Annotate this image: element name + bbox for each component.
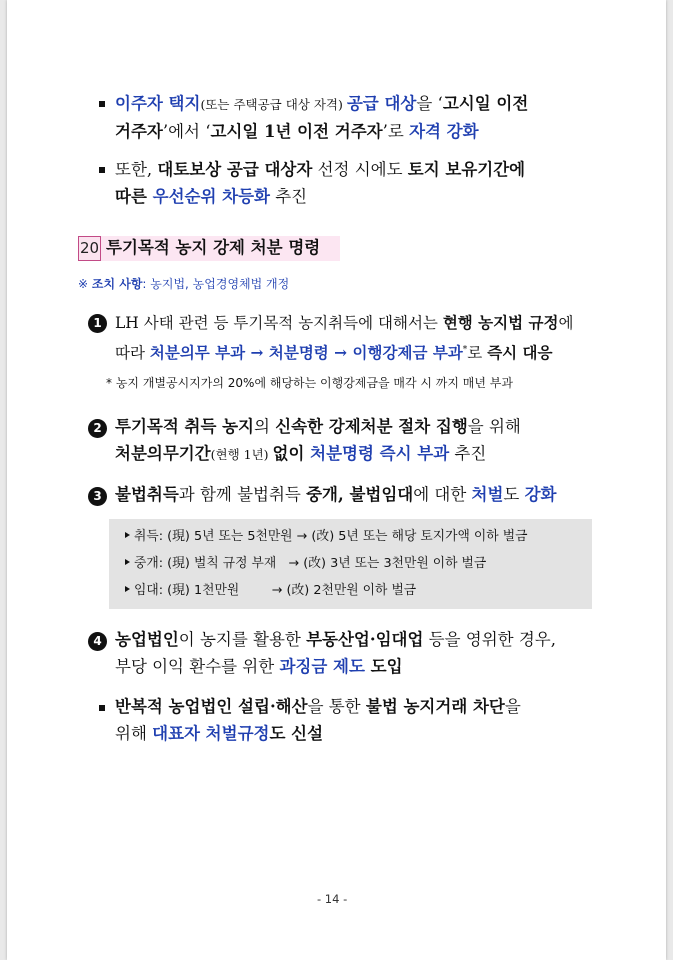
- square-bullet-icon: [99, 167, 105, 173]
- text-span: 따른: [115, 187, 153, 206]
- footnote-marker: *: [462, 345, 468, 355]
- text-span: 추진: [269, 187, 308, 206]
- text-span: 불법취득: [115, 485, 179, 504]
- item4-line2: [115, 656, 403, 678]
- numbered-circle-icon: 1: [88, 314, 107, 333]
- text-span: 추진: [449, 444, 487, 463]
- text-span: 없이: [272, 444, 311, 463]
- bullet3-line2: [115, 723, 323, 745]
- text-span: 과징금 제도: [279, 657, 365, 676]
- text-span: 우선순위 차등화: [152, 187, 270, 206]
- text-span: 현행 농지법 규정: [442, 313, 559, 332]
- text-span: 에: [558, 314, 574, 332]
- text-span: 즉시 대응: [487, 343, 553, 363]
- triangle-bullet-icon: [125, 532, 130, 538]
- triangle-bullet-icon: [125, 586, 130, 592]
- item3-line1: [115, 484, 556, 506]
- text-span: 대토보상 공급 대상자: [157, 160, 313, 179]
- item1-footnote: * 농지 개별공시지가의 20%에 해당하는 이행강제금을 매각 시 까지 매년 부과: [106, 376, 513, 390]
- section-number: 20: [78, 236, 101, 261]
- text-span: 자격 강화: [409, 122, 479, 141]
- bullet2-line1: [115, 159, 525, 181]
- comparison-row: [125, 555, 486, 573]
- text-span: 신속한 강제처분 절차 집행: [275, 417, 468, 436]
- row-text: 중개: (現) 벌칙 규정 부재 → (改) 3년 또는 3천만원 이하 벌금: [134, 556, 487, 571]
- text-span: 처분의무 부과 → 처분명령 → 이행강제금 부과: [149, 343, 463, 363]
- text-span: : 농지법, 농업경영체법 개정: [142, 277, 290, 291]
- text-span: 거주자: [115, 122, 163, 141]
- text-span: 을 통한: [307, 697, 366, 716]
- text-span: 선정 시에도: [312, 160, 408, 179]
- text-span: (또는 주택공급 대상 자격): [200, 97, 347, 112]
- text-span: 고시일 1년 이전 거주자: [210, 122, 383, 141]
- text-span: 의: [254, 417, 276, 436]
- text-span: 또한,: [115, 160, 158, 179]
- measure-note: [78, 273, 289, 295]
- text-span: 도: [503, 485, 525, 504]
- text-span: 을 ‘: [416, 94, 443, 113]
- bullet1-line1: [115, 93, 528, 116]
- text-span: 에 대한: [413, 485, 472, 504]
- text-span: 부당 이익 환수를 위한: [115, 657, 280, 676]
- text-span: 따라: [115, 344, 150, 363]
- item2-line2: [115, 443, 486, 466]
- text-span: 투기목적 취득 농지: [115, 417, 255, 436]
- bullet1-line2: [115, 121, 479, 143]
- text-span: 로: [467, 344, 488, 363]
- item1-line2: [115, 339, 552, 364]
- text-span: 강화: [524, 485, 557, 504]
- item2-line1: [115, 416, 521, 438]
- text-span: 도 신설: [269, 724, 324, 743]
- text-span: 불법 농지거래 차단: [365, 697, 505, 716]
- text-span: 농업법인: [115, 630, 179, 649]
- square-bullet-icon: [99, 705, 105, 711]
- text-span: 토지 보유기간에: [407, 160, 526, 179]
- section-title: 투기목적 농지 강제 처분 명령: [106, 238, 321, 257]
- text-span: 처분명령 즉시 부과: [310, 444, 450, 463]
- text-span: 대표자 처벌규정: [152, 724, 270, 743]
- comparison-row: [125, 528, 527, 546]
- text-span: 이주자 택지: [115, 94, 201, 113]
- item4-line1: [115, 629, 556, 651]
- text-span: 공급 대상: [346, 94, 417, 113]
- square-bullet-icon: [99, 101, 105, 107]
- text-span: 반복적 농업법인 설립·해산: [115, 697, 308, 716]
- numbered-circle-icon: 2: [88, 419, 107, 438]
- text-span: 처분의무기간: [115, 444, 211, 463]
- row-text: 임대: (現) 1천만원 → (改) 2천만원 이하 벌금: [134, 583, 417, 598]
- text-span: ※: [78, 277, 92, 291]
- document-page: [7, 0, 666, 960]
- text-span: ’로: [382, 122, 410, 141]
- item1-line1: [115, 312, 573, 334]
- text-span: LH 사태 관련 등 투기목적 농지취득에 대해서는: [115, 314, 443, 332]
- text-span: 을 위해: [467, 417, 521, 436]
- bullet2-line2: [115, 186, 307, 208]
- text-span: ’에서 ‘: [162, 122, 211, 141]
- text-span: 도입: [364, 657, 403, 676]
- text-span: 이 농지를 활용한: [178, 630, 307, 649]
- page-number: - 14 -: [317, 892, 348, 906]
- text-span: 부동산업·임대업: [306, 630, 424, 649]
- comparison-row: [125, 582, 416, 600]
- text-span: 처벌: [471, 485, 504, 504]
- text-span: 을: [504, 697, 521, 716]
- row-text: 취득: (現) 5년 또는 5천만원 → (改) 5년 또는 해당 토지가액 이하 벌금: [134, 529, 528, 544]
- numbered-circle-icon: 4: [88, 632, 107, 651]
- triangle-bullet-icon: [125, 559, 130, 565]
- bullet3-line1: [115, 696, 521, 718]
- numbered-circle-icon: 3: [88, 487, 107, 506]
- text-span: (현행 1년): [210, 447, 273, 462]
- text-span: 중개, 불법임대: [306, 485, 414, 504]
- text-span: 조치 사항: [91, 277, 143, 291]
- text-span: 과 함께 불법취득: [178, 485, 307, 504]
- text-span: 고시일 이전: [442, 94, 529, 113]
- text-span: 위해: [115, 724, 153, 743]
- penalty-comparison-box: [109, 519, 592, 609]
- text-span: 등을 영위한 경우,: [423, 630, 556, 649]
